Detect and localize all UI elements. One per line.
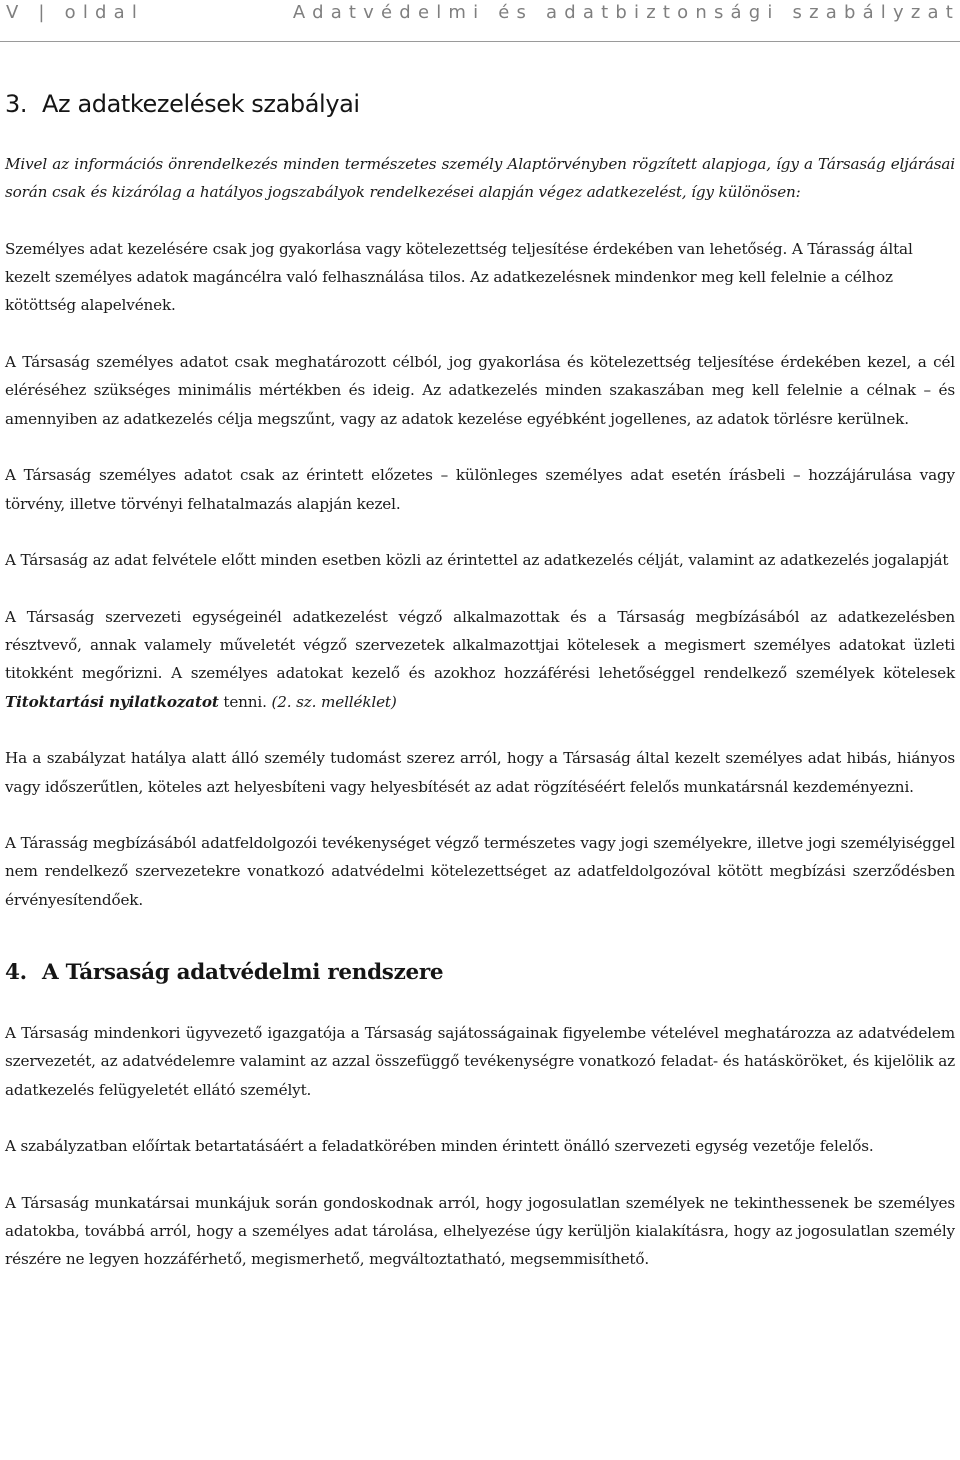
nda-term: Titoktartási nyilatkozatot bbox=[5, 692, 219, 711]
paragraph-5-text-a: A Társaság szervezeti egységeinél adatkezelést végző alkalmazottak és a Társaság megbízásából az adatkezelésben résztvevő, annak valamely műveletét végző szervezetek alkalmazottjai kötelesek a megismert személyes adatokat üzleti titokként megőrizni. A személyes adatokat kezelő és azokhoz hozzáférési lehetőséggel rendelkező személyek kötelesek bbox=[5, 607, 955, 683]
section-4-title: A Társaság adatvédelmi rendszere bbox=[42, 960, 444, 986]
section-3-paragraph-6: Ha a szabályzat hatálya alatt álló személy tudomást szerez arról, hogy a Társaság által kezelt személyes adat hibás, hiányos vagy időszerűtlen, köteles azt helyesbíteni vagy helyesbítését az adat rögzítéséért felelős munkatársnál kezdeményezni. bbox=[5, 749, 955, 796]
header-rule bbox=[0, 41, 960, 42]
section-3-paragraph-2: A Társaság személyes adatot csak meghatározott célból, jog gyakorlása és kötelezettség teljesítése érdekében kezel, a cél eléréséhez szükséges minimális mértékben és ideig. Az adatkezelés minden szakaszában meg kell felelnie a célnak – és amennyiben az adatkezelés célja megszűnt, vagy az adatok kezelése egyébként jogellenes, az adatok törlésre kerülnek. bbox=[5, 353, 955, 428]
section-4-paragraph-2: A szabályzatban előírtak betartatásáért a feladatkörében minden érintett önálló szervezeti egység vezetője felelős. bbox=[5, 1137, 874, 1156]
paragraph-5-text-b: tenni. bbox=[218, 692, 272, 711]
section-4-heading bbox=[5, 958, 955, 988]
running-header bbox=[6, 0, 960, 26]
page-number: V | oldal bbox=[6, 2, 145, 23]
section-4-paragraph-3: A Társaság munkatársai munkájuk során gondoskodnak arról, hogy jogosulatlan személyek ne tekinthessenek be személyes adatokba, továbbá arról, hogy a személyes adat tárolása, elhelyezése úgy kerüljön kialakításra, hogy az jogosulatlan személy részére ne legyen hozzáférhető, megismerhető, megváltoztatható, megsemmisíthető. bbox=[5, 1193, 955, 1269]
document-body bbox=[5, 88, 955, 1274]
section-4-number: 4. bbox=[5, 960, 27, 986]
section-3-paragraph-1: Személyes adat kezelésére csak jog gyakorlása vagy kötelezettség teljesítése érdekében van lehetőség. A Tárasság által kezelt személyes adatok magáncélra való felhasználása tilos. Az adatkezelésnek mindenkor meg kell felelnie a célhoz kötöttség alapelvének. bbox=[5, 239, 913, 315]
section-3-heading bbox=[5, 88, 955, 120]
document-title: Adatvédelmi és adatbiztonsági szabályzat bbox=[292, 2, 960, 23]
section-3-paragraph-5 bbox=[5, 603, 955, 716]
annex-reference: (2. sz. melléklet) bbox=[271, 692, 397, 711]
section-4-paragraph-1: A Társaság mindenkori ügyvezető igazgatója a Társaság sajátosságainak figyelembe vételével meghatározza az adatvédelem szervezetét, az adatvédelemre valamint az azzal összefüggő tevékenységre vonatkozó feladat- és hatásköröket, és kijelölik az adatkezelés felügyeletét ellátó személyt. bbox=[5, 1024, 955, 1099]
section-3-paragraph-3: A Társaság személyes adatot csak az érintett előzetes – különleges személyes adat esetén írásbeli – hozzájárulása vagy törvény, illetve törvényi felhatalmazás alapján kezel. bbox=[5, 466, 955, 513]
section-3-paragraph-7: A Tárasság megbízásából adatfeldolgozói tevékenységet végző természetes vagy jogi személyekre, illetve jogi személyiséggel nem rendelkező szervezetekre vonatkozó adatvédelmi kötelezettséget az adatfeldolgozóval kötött megbízási szerződésben érvényesítendőek. bbox=[5, 834, 955, 909]
section-3-title: Az adatkezelések szabályai bbox=[42, 90, 360, 118]
section-3-paragraph-4: A Társaság az adat felvétele előtt minden esetben közli az érintettel az adatkezelés célját, valamint az adatkezelés jogalapját bbox=[5, 551, 949, 570]
section-3-number: 3. bbox=[5, 90, 28, 118]
section-3-intro: Mivel az információs önrendelkezés minden természetes személy Alaptörvényben rögzített alapjoga, így a Társaság eljárásai során csak és kizárólag a hatályos jogszabályok rendelkezései alapján végez adatkezelést, így különösen: bbox=[5, 155, 955, 202]
